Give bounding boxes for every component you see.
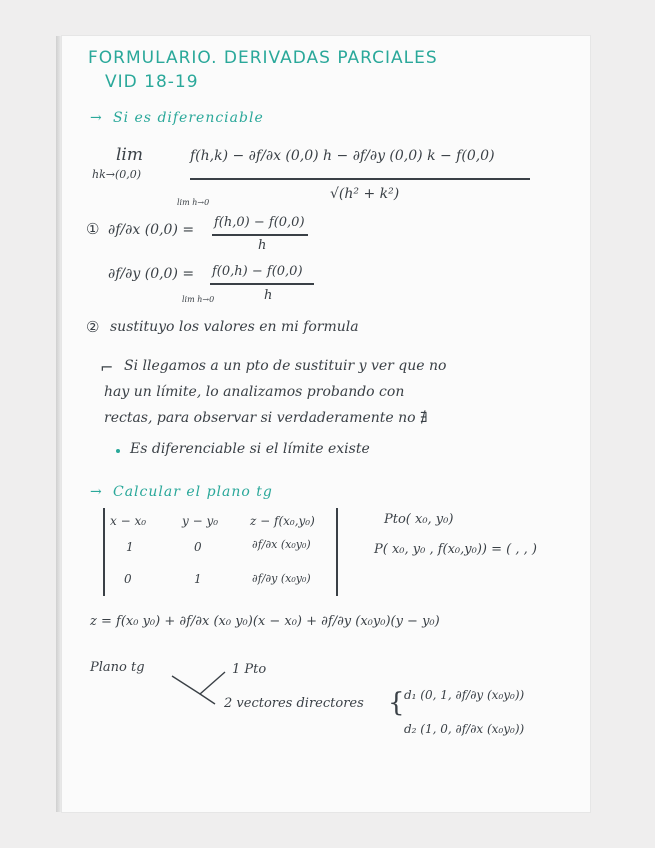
determinant-left-bar (103, 508, 105, 596)
step-two-text: sustituyo los valores en mi formula (110, 319, 359, 335)
dfy-lhs: ∂f/∂y (0,0) = (108, 266, 195, 282)
pto-label: Pto( x₀, y₀) (384, 512, 454, 527)
dfy-numerator: f(0,h) − f(0,0) (212, 264, 303, 279)
note-line-1: Si llegamos a un pto de sustituir y ver que no (124, 358, 447, 374)
limit-denominator: √(h² + k²) (330, 186, 400, 202)
arrow-icon: → (90, 484, 103, 500)
matrix-r2c2: 0 (194, 540, 202, 554)
determinant-right-bar (336, 508, 338, 596)
bullet-dot (116, 449, 120, 453)
dfx-lhs: ∂f/∂x (0,0) = (108, 222, 195, 238)
step-two-marker: ② (86, 318, 100, 336)
dfx-denominator: h (258, 238, 267, 253)
step-one-marker: ① (86, 220, 100, 238)
note-line-3: rectas, para observar si verdaderamente no ∄ (104, 410, 428, 426)
limit-subscript: hk→(0,0) (92, 168, 142, 181)
matrix-r2c1: 1 (126, 540, 134, 554)
arrow-icon: → (90, 110, 103, 126)
bullet-text: Es diferenciable si el límite existe (130, 441, 370, 457)
brace-icon: { (388, 688, 405, 718)
limit-numerator: f(h,k) − ∂f/∂x (0,0) h − ∂f/∂y (0,0) k − f(0,0) (190, 148, 495, 164)
matrix-r2c3: ∂f/∂x (x₀y₀) (252, 538, 311, 551)
branch-direction-vectors: 2 vectores directores (224, 696, 364, 711)
matrix-r1c1: x − x₀ (110, 514, 147, 528)
dfx-numerator: f(h,0) − f(0,0) (214, 215, 305, 230)
branch-one-point: 1 Pto (232, 662, 267, 677)
tangent-plane-equation: z = f(x₀ y₀) + ∂f/∂x (x₀ y₀)(x − x₀) + ∂f/∂y (x₀y₀)(y − y₀) (90, 614, 440, 629)
matrix-r3c3: ∂f/∂y (x₀y₀) (252, 572, 311, 585)
matrix-r1c2: y − y₀ (182, 514, 219, 528)
matrix-r1c3: z − f(x₀,y₀) (250, 514, 315, 528)
direction-vector-2: d₂ (1, 0, ∂f/∂x (x₀y₀)) (404, 722, 525, 736)
plano-tg-label: Plano tg (90, 660, 145, 675)
dfx-fraction-bar (212, 234, 308, 236)
dfy-denominator: h (264, 288, 273, 303)
note-corner-icon: ⌐ (100, 358, 114, 377)
dfy-fraction-bar (210, 283, 314, 285)
point-label: P( x₀, y₀ , f(x₀,y₀)) = ( , , ) (374, 542, 537, 557)
dfy-limit-label: lim h→0 (182, 295, 215, 304)
matrix-r3c1: 0 (124, 572, 132, 586)
section-heading-tangent-plane: Calcular el plano tg (113, 484, 273, 500)
page-title: FORMULARIO. DERIVADAS PARCIALES (88, 48, 438, 68)
page-subtitle: VID 18-19 (105, 72, 199, 92)
note-line-2: hay un límite, lo analizamos probando con (104, 384, 405, 400)
fraction-bar (190, 178, 530, 180)
section-heading-differentiable: Si es diferenciable (113, 110, 264, 126)
matrix-r3c2: 1 (194, 572, 202, 586)
direction-vector-1: d₁ (0, 1, ∂f/∂y (x₀y₀)) (404, 688, 525, 702)
dfx-limit-label: lim h→0 (177, 198, 210, 207)
limit-label: lim (116, 145, 143, 165)
